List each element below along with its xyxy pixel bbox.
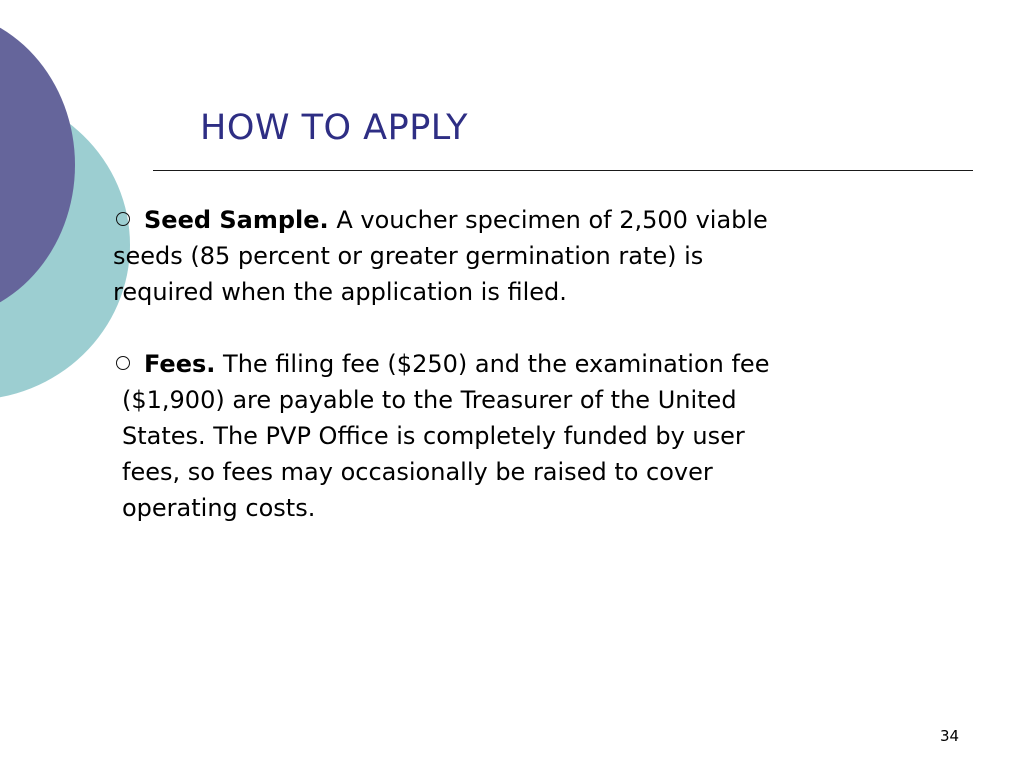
bullet-text: ($1,900) are payable to the Treasurer of the United: [122, 386, 737, 414]
bullet-text: required when the application is filed.: [113, 278, 567, 306]
bullet-lead: Seed Sample.: [144, 206, 329, 234]
slide-title: HOW TO APPLY: [200, 108, 469, 148]
bullet-text: operating costs.: [122, 494, 316, 522]
bullet-text: fees, so fees may occasionally be raised to cover: [122, 458, 713, 486]
title-divider: [153, 170, 973, 171]
page-number: 34: [940, 727, 960, 745]
bullet-line: [113, 202, 768, 238]
bullet-seed-sample: [113, 202, 768, 310]
hollow-circle-bullet-icon: [116, 356, 130, 370]
bullet-lead: Fees.: [144, 350, 216, 378]
bullet-line: [113, 346, 769, 382]
bullet-text: seeds (85 percent or greater germination rate) is: [113, 242, 704, 270]
hollow-circle-bullet-icon: [116, 212, 130, 226]
bullet-text: A voucher specimen of 2,500 viable: [336, 206, 768, 234]
bullet-text: The filing fee ($250) and the examination fee: [223, 350, 770, 378]
bullet-fees: [113, 346, 769, 526]
bullet-text: States. The PVP Office is completely funded by user: [122, 422, 745, 450]
